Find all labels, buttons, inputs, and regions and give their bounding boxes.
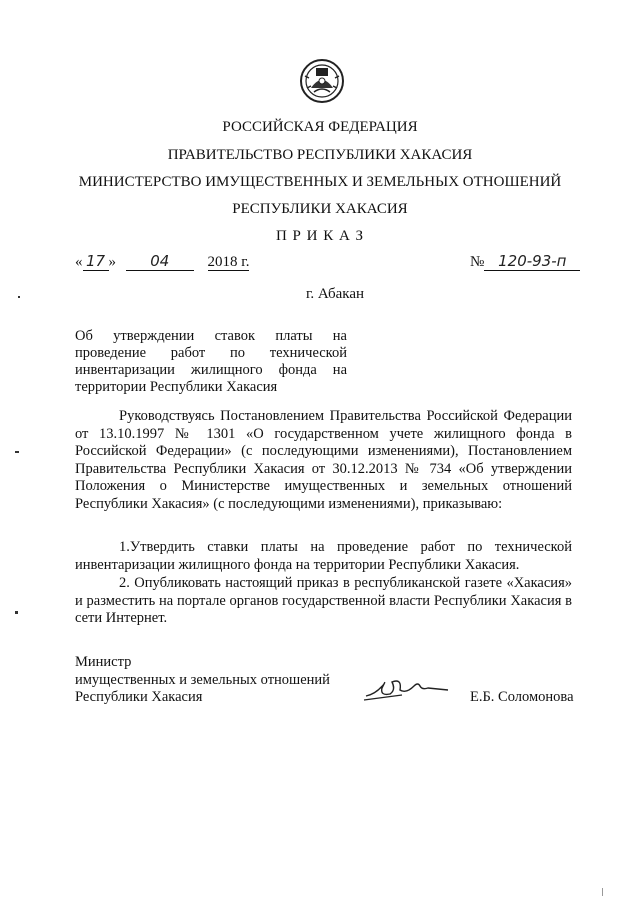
scan-mark xyxy=(18,296,20,298)
date-month: 04 xyxy=(126,252,194,271)
scan-mark xyxy=(15,611,18,614)
date-day: 17 xyxy=(83,252,109,271)
number-prefix: № xyxy=(470,254,485,270)
order-item-1: 1.Утвердить ставки платы на проведение работ по технической инвентаризации жилищного фонда на территории Республики Хакасия. xyxy=(75,539,572,573)
date-quote-open: « xyxy=(75,254,83,270)
scan-mark xyxy=(15,451,19,453)
document-date xyxy=(75,252,249,271)
header-government: ПРАВИТЕЛЬСТВО РЕСПУБЛИКИ ХАКАСИЯ xyxy=(167,147,473,163)
signatory-line-1: Министр xyxy=(75,654,132,670)
document-number xyxy=(470,252,580,271)
header-republic: РЕСПУБЛИКИ ХАКАСИЯ xyxy=(232,201,408,217)
handwritten-signature-icon xyxy=(362,670,452,704)
document-city: г. Абакан xyxy=(305,286,365,302)
document-subject: Об утверждении ставок платы на проведение работ по технической инвентаризации жилищного фонда на территории Республики Хакасия xyxy=(75,328,347,395)
preamble-paragraph: Руководствуясь Постановлением Правительства Российской Федерации от 13.10.1997 № 1301 «О государственном учете жилищного фонда в Российской Федерации» (с последующими изменениями), Постановлением Правительства Республики Хакасия от 30.12.2013 № 734 «Об утверждении Положения о Министерстве имущественных и земельных отношений Республики Хакасия» (с последующими изменениями), приказываю: xyxy=(75,408,572,512)
header-country: РОССИЙСКАЯ ФЕДЕРАЦИЯ xyxy=(222,119,418,135)
order-item-2: 2. Опубликовать настоящий приказ в республиканской газете «Хакасия» и разместить на портале органов государственной власти Республики Хакасия в сети Интернет. xyxy=(75,575,572,626)
signatory-title xyxy=(75,654,330,707)
scan-mark xyxy=(602,888,603,896)
signatory-line-2: имущественных и земельных отношений xyxy=(75,671,330,688)
header-ministry: МИНИСТЕРСТВО ИМУЩЕСТВЕННЫХ И ЗЕМЕЛЬНЫХ ОТНОШЕНИЙ xyxy=(78,174,562,190)
signatory-line-3: Республики Хакасия xyxy=(75,689,203,705)
date-quote-close: » xyxy=(108,254,116,270)
document-type: П Р И К А З xyxy=(275,228,365,244)
number-value: 120-93-п xyxy=(484,252,580,271)
signatory-name: Е.Б. Соломонова xyxy=(470,689,574,705)
coat-of-arms-icon xyxy=(299,58,345,104)
date-year: 2018 г. xyxy=(207,254,250,270)
